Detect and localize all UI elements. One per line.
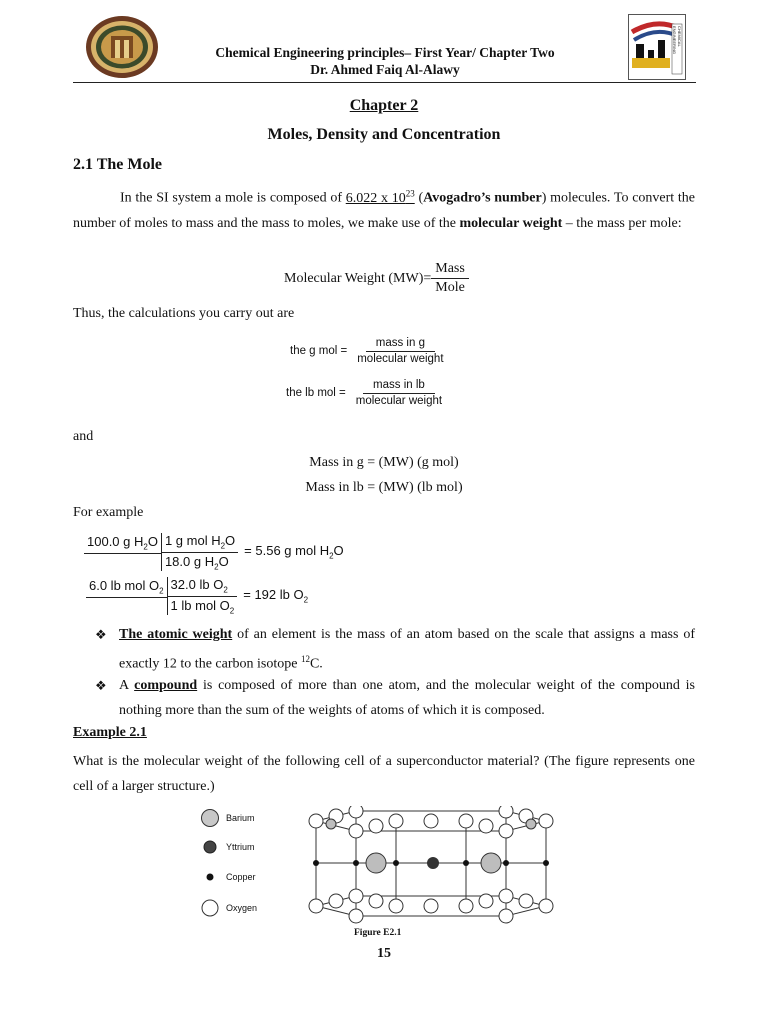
intro-text-1: In the SI system a mole is composed of [120,190,346,206]
for-example-text: For example [73,505,144,520]
header-line-1: Chemical Engineering principles– First Year/ Chapter Two [215,45,555,60]
figure-legend [200,806,290,921]
running-header [150,44,620,78]
copper-legend-icon [207,874,214,881]
compound-term: compound [134,678,198,693]
superconductor-cell-diagram [296,806,566,926]
college-logo-text: CHEMICAL ENGINEERING [672,26,682,55]
conversion-example-1: 100.0 g $H_2O$ 1 g mol $H_2O$ 18.0 g $H_2O$ = 5.56 g mol $H_2O$ [84,533,344,571]
yttrium-legend-icon [204,841,216,853]
section-heading: 2.1 The Mole [73,156,163,173]
legend-label-copper: Copper [226,872,256,882]
college-logo [628,14,686,80]
header-line-2: Dr. Ahmed Faiq Al-Alawy [310,62,460,77]
lbmol-formula: the lb mol = $\frac{\text{mass in lb}}{\text{molecular weight}}$ [286,379,443,407]
chapter-number: Chapter 2 [349,97,419,114]
header-rule [73,82,696,83]
bullet-compound: ❖ A compound is composed of more than one atom, and the molecular weight of the compound is nothing more than the sum of the weights of atoms of which it is composed. [95,673,695,723]
figure-caption: Figure E2.1 [354,928,402,938]
avogadro-term: Avogadro’s number [423,190,542,206]
diamond-bullet-icon: ❖ [95,627,107,642]
atomic-weight-term: The atomic weight [119,627,233,642]
intro-paragraph: In the SI system a mole is composed of 6.022 x $10^{23}$ (Avogadro’s number) molecules. To convert the number of moles to mass and the mass to moles, we make use of the molecular weight – the mass per mole: [73,188,696,231]
page-number: 15 [377,946,391,961]
legend-label-yttrium: Yttrium [226,842,255,852]
conversion-example-2: 6.0 lb mol $O_2$ 32.0 lb $O_2$ 1 lb mol $O_2$ = 192 lb $O_2$ [86,577,308,615]
mass-lb-equation: Mass in lb = (MW) (lb mol) [305,480,463,495]
legend-label-barium: Barium [226,813,255,823]
and-text: and [73,429,94,444]
example-label: Example 2.1 [73,725,147,740]
calc-intro-text: Thus, the calculations you carry out are [73,306,295,321]
example-question: What is the molecular weight of the following cell of a superconductor material? (The figure represents one cell of a larger structure.) [73,754,695,794]
bullet-atomic-weight: ❖ The atomic weight of an element is the mass of an atom based on the scale that assigns a mass of exactly 12 to the carbon isotope $^{12}$C. [95,622,695,677]
molecular-weight-term: molecular weight [459,215,563,231]
avogadro-value: 6.022 x $10^{23}$ [345,188,415,206]
chapter-title: Moles, Density and Concentration [267,126,501,143]
oxygen-legend-icon [202,900,218,916]
university-seal-logo [84,14,160,80]
gmol-formula: the g mol = $\frac{\text{mass in g}}{\text{molecular weight}}$ [290,337,444,365]
legend-label-oxygen: Oxygen [226,903,258,913]
molecular-weight-formula: Molecular Weight (MW)= $\frac{\text{Mass}}{\text{Mole}}$ [284,261,469,296]
barium-legend-icon [202,810,219,827]
mass-g-equation: Mass in g = (MW) (g mol) [309,455,459,470]
diamond-bullet-icon: ❖ [95,678,107,693]
